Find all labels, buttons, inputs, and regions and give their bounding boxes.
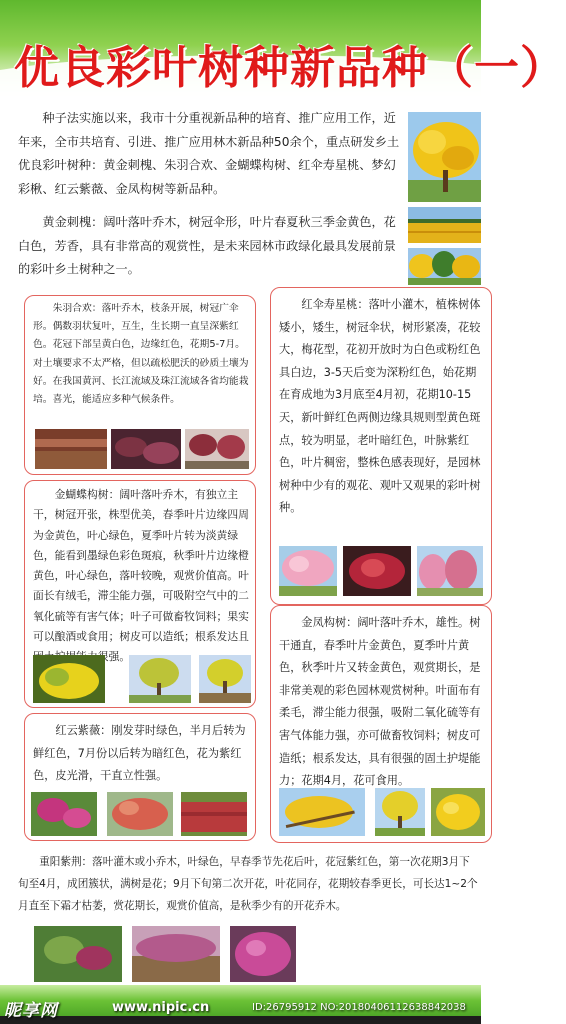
card-hongyun-ziwei-text: 红云紫薇：刚发芽时绿色，半月后转为鲜红色，7月份以后转为暗红色，花为紫红色，皮光滑，干直立性强。 <box>33 724 246 783</box>
card-hongyun-ziwei <box>24 713 256 841</box>
jinhudie-leaves-photo <box>33 655 105 703</box>
zhuyu-grove-photo <box>185 429 249 469</box>
watermark-id: ID:26795912 NO:20180406112638842038 <box>252 1002 466 1013</box>
jinhudie-tree-photo <box>129 655 191 703</box>
intro-paragraph-2: 黄金刺槐：阔叶落叶乔木，树冠伞形，叶片春夏秋三季金黄色，花白色，芳香，具有非常高的观赏性，是未来园林市政绿化最具发展前景的彩叶乡土树种之一。 <box>18 215 396 276</box>
intro-paragraph-1: 种子法实施以来，我市十分重视新品种的培育、推广应用工作，近年来，全市共培育、引进、推广应用林木新品种50余个，重点研发乡土优良彩叶树种：黄金刺槐、朱羽合欢、金蝴蝶构树、红伞寿星桃、梦幻彩楸、红云紫薇、金凤构树等新品种。 <box>18 111 400 196</box>
jinfeng-tree-photo <box>375 788 425 836</box>
card-jinhudie-goushu <box>24 480 256 708</box>
golden-grove-photo <box>408 248 481 285</box>
golden-field-photo <box>408 207 481 243</box>
peach-leaves-photo <box>343 546 411 596</box>
watermark-bar <box>0 1016 481 1024</box>
card-zhuyu-hehuan <box>24 295 256 475</box>
jinfeng-branch-photo <box>279 788 365 836</box>
jinhudie-field-photo <box>199 655 251 703</box>
watermark-logo: 昵享网 <box>4 1001 58 1021</box>
ziwei-field-photo <box>181 792 247 836</box>
card-jinfeng-goushu <box>270 605 492 843</box>
golden-tree-photo <box>408 112 481 202</box>
card-jinfeng-goushu-text: 金凤构树：阔叶落叶乔木，雄性。树干通直，春季叶片金黄色，夏季叶片黄色，秋季叶片又转金黄色，观赏期长，是非常美观的彩色园林观赏树种。叶面布有柔毛，滞尘能力很强，吸附二氧化硫等有害气体能力强，亦可做畜牧饲料；树皮可造纸；根系发达，具有很强的固土护堤能力；花期4月，花可食用。 <box>279 616 481 788</box>
watermark-url: www.nipic.cn <box>112 1000 210 1015</box>
zijing-field-photo <box>132 926 220 982</box>
ziwei-shoots-photo <box>107 792 173 836</box>
card-hongsan-shouxingtao <box>270 287 492 605</box>
zijing-leaves-photo <box>34 926 122 982</box>
page-title: 优良彩叶树种新品种（一） <box>14 41 566 94</box>
peach-blossom-photo <box>279 546 337 596</box>
jinfeng-leaf-photo <box>431 788 485 836</box>
zijing-blossom-photo <box>230 926 296 982</box>
zhuyu-leaves-photo <box>111 429 181 469</box>
ziwei-flower-photo <box>31 792 97 836</box>
card-hongsan-shouxingtao-text: 红伞寿星桃：落叶小灌木，植株树体矮小，矮生，树冠伞状，树形紧凑，花较大，梅花型，花初开放时为白色或粉红色具白边，3-5天后变为深粉红色，始花期在育成地为3月底至4月初，花期10-15天，新叶鲜红色两侧边缘具规则型黄色斑点，较为明显，老叶暗红色，叶脉紫红色，叶片稠密，整株色感表现好，是园林树种中少有的观花、观叶又观果的彩叶树种。 <box>279 298 481 515</box>
card-zhuyu-hehuan-text: 朱羽合欢：落叶乔木，枝条开展，树冠广伞形。偶数羽状复叶，互生，生长期一直呈深紫红色。花冠下部呈黄白色，边缘红色，花期5-7月。对土壤要求不太严格，但以疏松肥沃的砂质土壤为好。在我国黄河、长江流域及珠江流域各省均能栽培。喜光，能适应多种气候条件。 <box>33 303 249 406</box>
peach-row-photo <box>417 546 483 596</box>
card-jinhudie-goushu-text: 金蝴蝶构树：阔叶落叶乔木，有独立主干，树冠开张，株型优美，春季叶片边缘四周为金黄色，叶心绿色，夏季叶片转为淡黄绿色，能看到墨绿色彩色斑痕，秋季叶片边缘橙黄色，叶心绿色，落叶较晚，观赏价值高。叶面长有绒毛，滞尘能力强，可吸附空气中的二氧化硫等有害气体；叶子可做畜牧饲料；果实可以酿酒或食用；树皮可以造纸；根系发达且 很强。 <box>33 488 249 664</box>
bottom-paragraph: 重阳紫荆：落叶灌木或小乔木，叶绿色，早春季节先花后叶，花冠紫红色，第一次花期3月下旬至4月，成团簇状，满树是花；9月下旬第二次开花，叶花同存，花期较春季更长，可长达1~2个月直至下霜才枯萎，赏花期长，观赏价值高，是秋季少有的开花乔木。 <box>18 856 478 912</box>
zhuyu-soil-photo <box>35 429 107 469</box>
